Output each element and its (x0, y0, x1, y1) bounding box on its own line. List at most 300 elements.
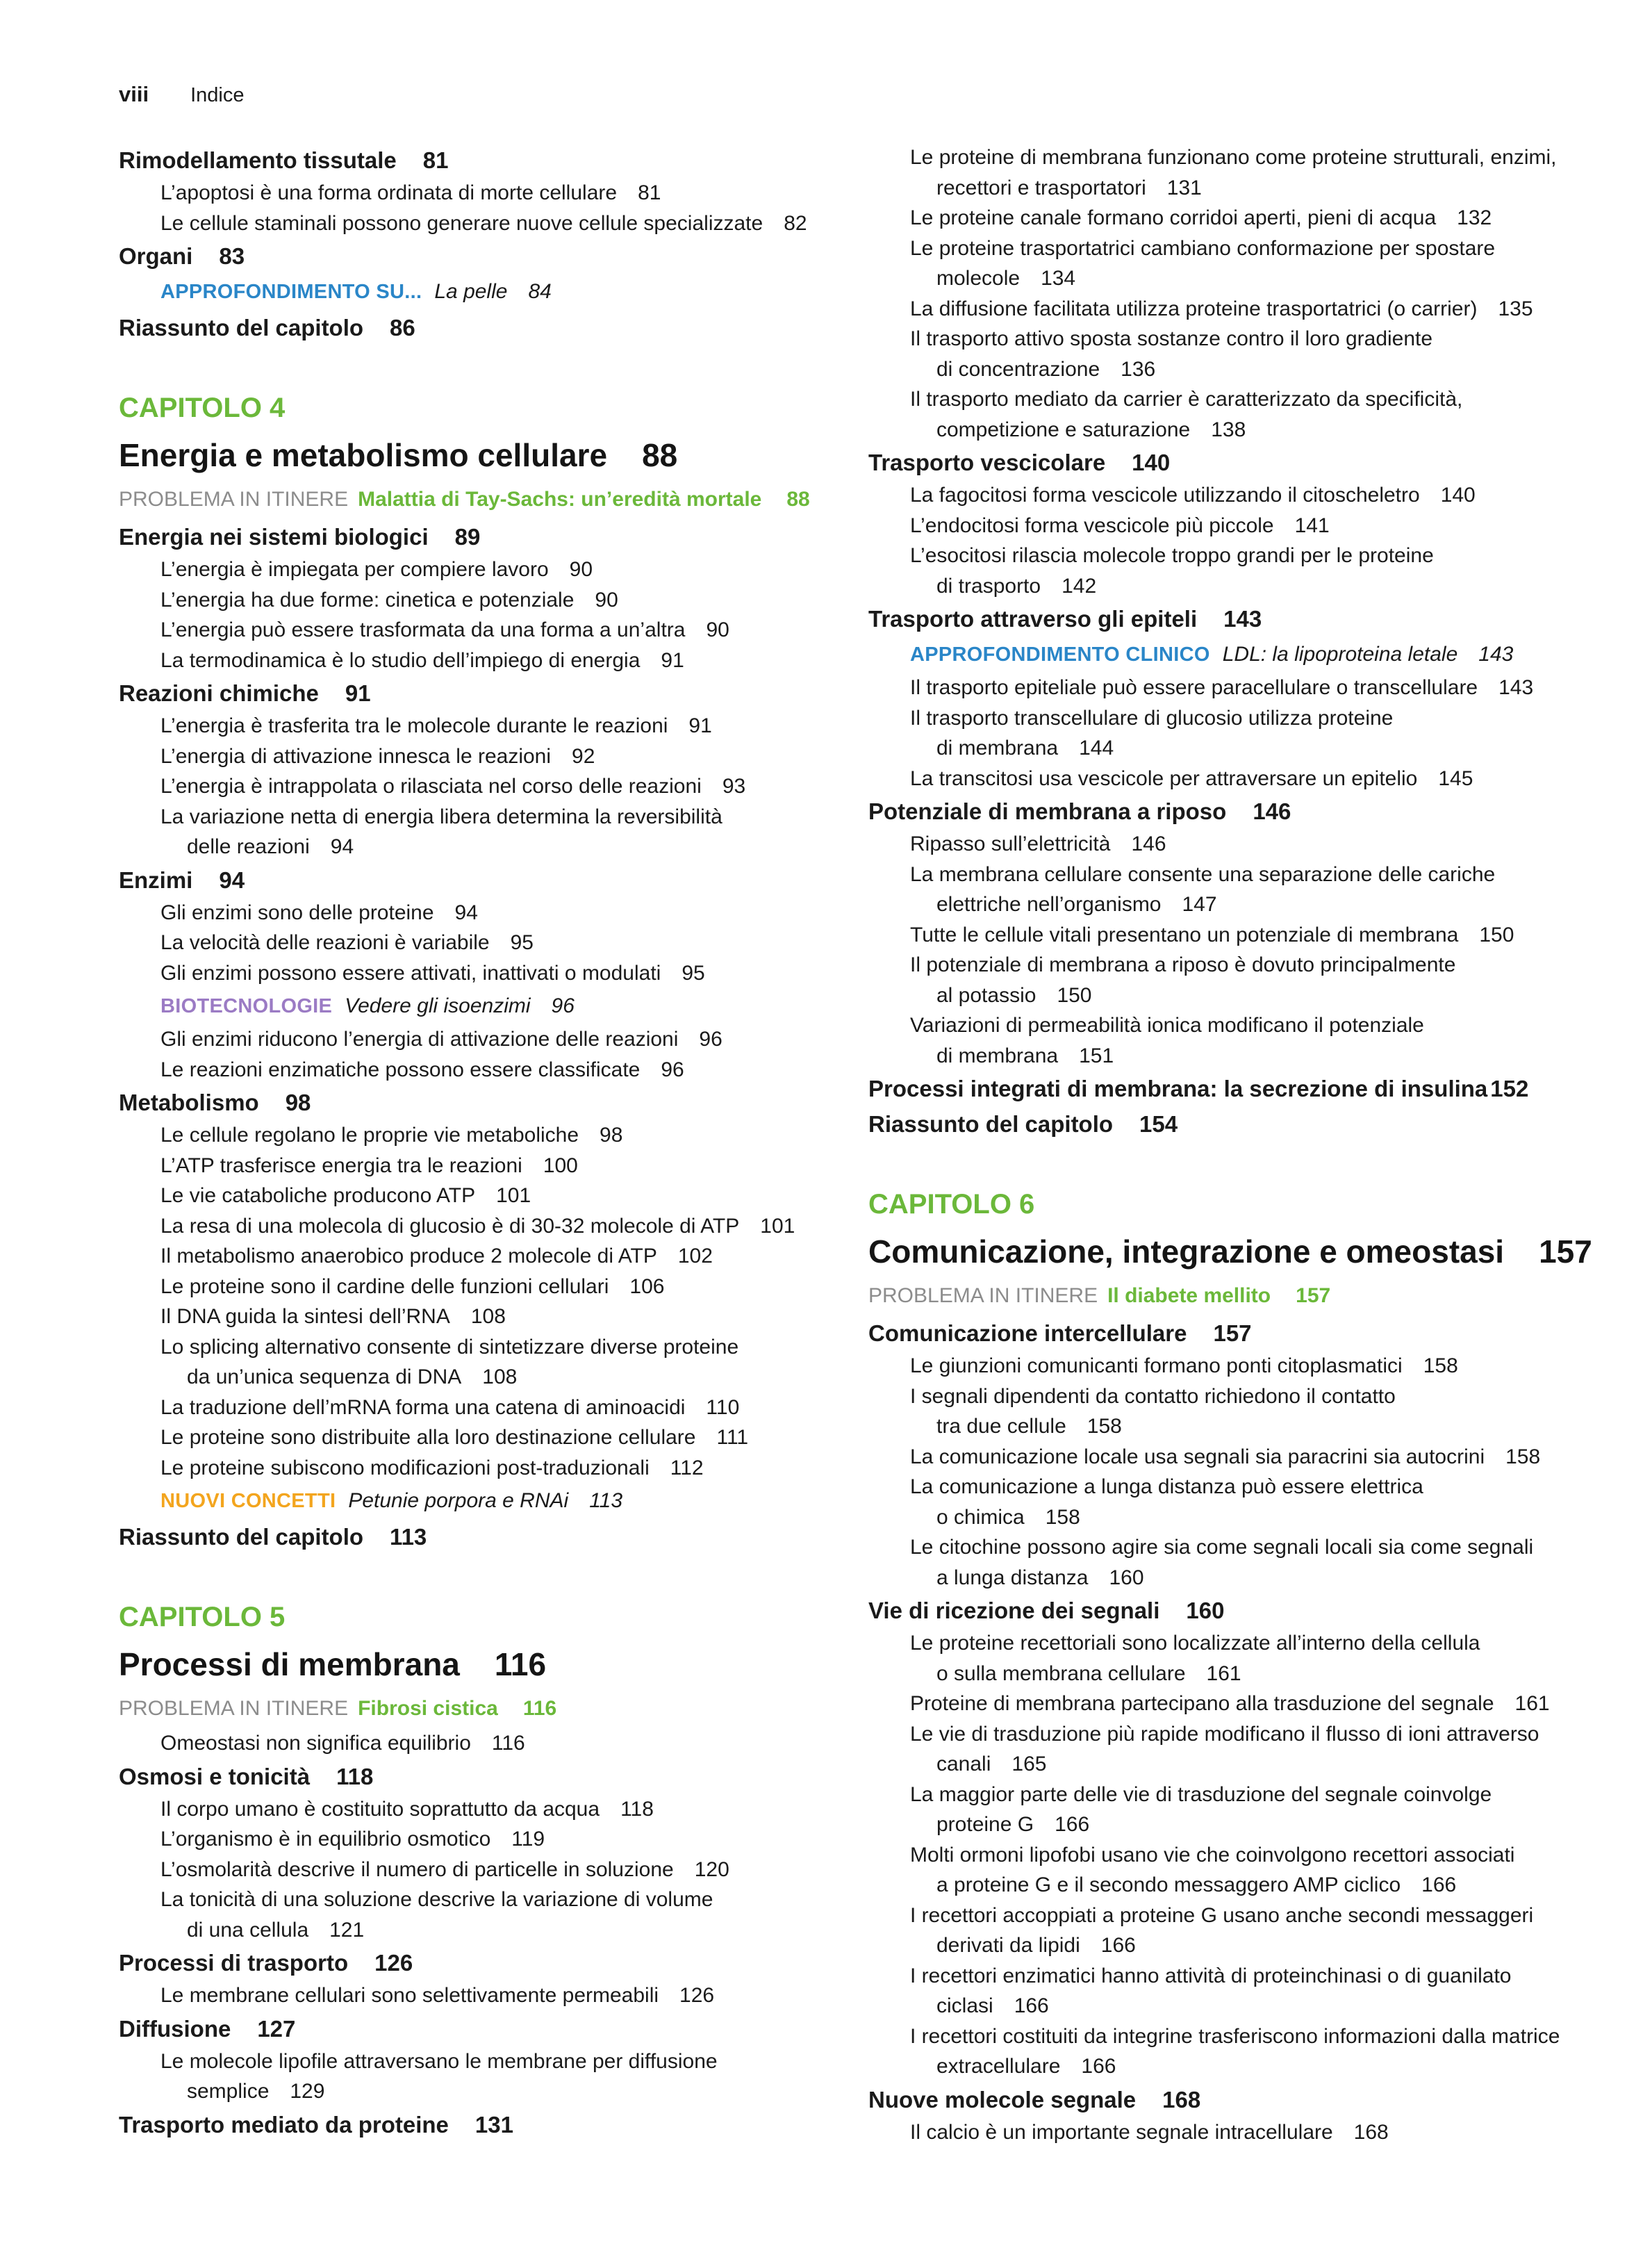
toc-subsection-entry (868, 203, 1619, 233)
running-problem-title: Fibrosi cistica (358, 1697, 498, 1720)
toc-subsection-entry (119, 711, 855, 741)
subsection-title: La resa di una molecola di glucosio è di 30-32 molecole di ATP (160, 1214, 740, 1238)
subsection-title: Le citochine possono agire sia come segnali locali sia come segnali (910, 1536, 1534, 1559)
subsection-title: Il potenziale di membrana a riposo è dovuto principalmente (910, 953, 1456, 976)
toc-subsection-entry (119, 208, 855, 239)
subsection-continuation (910, 1659, 1241, 1689)
toc-subsection-entry (119, 1151, 855, 1181)
toc-subsection-entry (119, 1794, 855, 1825)
subsection-title: Il DNA guida la sintesi dell’RNA (160, 1305, 450, 1328)
feature-box-entry (119, 1483, 855, 1519)
subsection-title: L’esocitosi rilascia molecole troppo grandi per le proteine (910, 544, 1434, 567)
feature-box-title: Vedere gli isoenzimi (345, 994, 531, 1017)
subsection-page-number: 94 (454, 901, 478, 924)
running-problem-title: Il diabete mellito (1107, 1284, 1271, 1307)
subsection-continuation (160, 832, 354, 862)
subsection-title: La termodinamica è lo studio dell’impiego di energia (160, 648, 641, 672)
subsection-title: Le proteine di membrana funzionano come proteine strutturali, enzimi, (910, 146, 1557, 169)
toc-subsection-entry (868, 860, 1619, 920)
subsection-continuation (910, 354, 1155, 385)
toc-subsection-entry (119, 1272, 855, 1302)
toc-subsection-entry (119, 1211, 855, 1242)
toc-subsection-entry (868, 1010, 1619, 1071)
toc-subsection-entry (119, 898, 855, 928)
section-spacer (119, 1554, 855, 1595)
toc-subsection-entry (868, 1381, 1619, 1442)
toc-subsection-entry (119, 928, 855, 958)
toc-subsection-entry (868, 142, 1619, 203)
subsection-title: Variazioni di permeabilità ionica modificano il potenziale (910, 1014, 1424, 1037)
feature-box-title: La pelle (434, 280, 508, 303)
subsection-continuation (160, 2076, 324, 2107)
running-problem-label: PROBLEMA IN ITINERE (868, 1284, 1098, 1307)
chapter-page-number: 116 (494, 1646, 547, 1682)
toc-section-entry (119, 519, 855, 555)
section-spacer (868, 1142, 1619, 1182)
subsection-continuation (910, 1810, 1089, 1840)
section-page-number: 113 (390, 1524, 427, 1550)
subsection-title: La comunicazione a lunga distanza può essere elettrica (910, 1475, 1423, 1498)
subsection-title: Proteine di membrana partecipano alla trasduzione del segnale (910, 1692, 1494, 1715)
subsection-page-number: 147 (1182, 893, 1217, 916)
subsection-continuation (910, 1930, 1136, 1961)
subsection-page-number: 132 (1457, 206, 1492, 229)
subsection-title: L’energia può essere trasformata da una forma a un’altra (160, 618, 686, 641)
subsection-page-number: 112 (670, 1456, 704, 1479)
toc-subsection-entry (868, 294, 1619, 325)
toc-subsection-entry (868, 1532, 1619, 1593)
subsection-page-number: 91 (688, 714, 712, 737)
subsection-title: I recettori accoppiati a proteine G usano anche secondi messaggeri (910, 1903, 1534, 1927)
toc-section-entry (868, 1106, 1619, 1142)
toc-subsection-entry (119, 1422, 855, 1453)
subsection-page-number: 166 (1421, 1873, 1457, 1896)
subsection-title: L’ATP trasferisce energia tra le reazioni (160, 1154, 522, 1177)
toc-section-entry (868, 1315, 1619, 1351)
toc-subsection-entry (119, 615, 855, 646)
toc-subsection-entry (119, 1024, 855, 1055)
subsection-continuation (910, 1041, 1114, 1072)
toc-subsection-entry (119, 1241, 855, 1272)
subsection-page-number: 151 (1079, 1044, 1114, 1067)
section-page-number: 160 (1186, 1598, 1225, 1623)
subsection-title-continued: recettori e trasportatori (936, 176, 1146, 199)
subsection-page-number: 158 (1423, 1354, 1458, 1377)
section-title: Diffusione (119, 2015, 231, 2042)
feature-box-label: BIOTECNOLOGIE (160, 995, 333, 1017)
subsection-page-number: 141 (1294, 514, 1330, 537)
toc-column-right (868, 142, 1619, 2147)
subsection-page-number: 168 (1353, 2120, 1389, 2144)
toc-section-entry (119, 2011, 855, 2046)
toc-section-entry (868, 1071, 1619, 1106)
toc-subsection-entry (868, 1689, 1619, 1719)
feature-box-page: 143 (1478, 643, 1514, 666)
chapter-title (119, 1639, 855, 1689)
subsection-continuation (910, 173, 1202, 204)
toc-section-entry (868, 601, 1619, 637)
toc-subsection-entry (119, 646, 855, 676)
toc-subsection-entry (868, 1719, 1619, 1780)
toc-section-entry (119, 1759, 855, 1794)
subsection-title-continued: semplice (187, 2080, 270, 2103)
feature-box-entry (119, 274, 855, 310)
subsection-page-number: 119 (511, 1828, 545, 1851)
toc-column-left (119, 142, 855, 2142)
toc-section-entry (119, 2107, 855, 2142)
subsection-title-continued: elettriche nell’organismo (936, 893, 1162, 916)
subsection-title: Gli enzimi sono delle proteine (160, 901, 434, 924)
subsection-page-number: 158 (1087, 1415, 1122, 1438)
subsection-title: Tutte le cellule vitali presentano un potenziale di membrana (910, 923, 1459, 946)
section-title: Energia nei sistemi biologici (119, 524, 429, 550)
subsection-title-continued: a proteine G e il secondo messaggero AMP ciclico (936, 1873, 1401, 1896)
section-page-number: 89 (454, 524, 481, 550)
feature-box-page: 84 (528, 280, 552, 303)
toc-subsection-entry (868, 829, 1619, 860)
subsection-title: Le reazioni enzimatiche possono essere classificate (160, 1058, 641, 1081)
toc-subsection-entry (868, 511, 1619, 541)
toc-subsection-entry (119, 1120, 855, 1151)
section-title: Comunicazione intercellulare (868, 1320, 1187, 1346)
subsection-page-number: 92 (572, 744, 595, 768)
toc-subsection-entry (119, 178, 855, 208)
section-title: Vie di ricezione dei segnali (868, 1598, 1160, 1623)
subsection-title: Le proteine sono il cardine delle funzioni cellulari (160, 1274, 609, 1298)
subsection-title: L’energia è impiegata per compiere lavoro (160, 558, 549, 581)
subsection-title: La membrana cellulare consente una separazione delle cariche (910, 862, 1496, 886)
subsection-page-number: 165 (1011, 1753, 1047, 1775)
subsection-title: Le membrane cellulari sono selettivamente permeabili (160, 1984, 659, 2007)
subsection-page-number: 145 (1438, 766, 1473, 790)
toc-subsection-entry (868, 541, 1619, 601)
subsection-page-number: 158 (1505, 1445, 1541, 1468)
subsection-title-continued: di una cellula (187, 1918, 309, 1942)
section-title: Potenziale di membrana a riposo (868, 798, 1227, 824)
running-problem (119, 1689, 855, 1728)
feature-box-entry (119, 988, 855, 1024)
toc-subsection-entry (119, 1453, 855, 1484)
subsection-page-number: 95 (510, 931, 534, 954)
subsection-title-continued: canali (936, 1753, 991, 1775)
section-page-number: 157 (1213, 1320, 1252, 1346)
subsection-page-number: 131 (1166, 176, 1202, 199)
section-title: Organi (119, 243, 193, 269)
subsection-title: La comunicazione locale usa segnali sia paracrini sia autocrini (910, 1445, 1485, 1468)
subsection-title: La fagocitosi forma vescicole utilizzando il citoscheletro (910, 484, 1420, 507)
subsection-page-number: 95 (682, 961, 705, 985)
section-page-number: 143 (1223, 606, 1262, 632)
subsection-page-number: 91 (661, 648, 684, 672)
subsection-title: Le cellule staminali possono generare nuove cellule specializzate (160, 211, 763, 235)
subsection-title: Le giunzioni comunicanti formano ponti citoplasmatici (910, 1354, 1403, 1377)
section-title: Nuove molecole segnale (868, 2086, 1137, 2112)
subsection-title: L’organismo è in equilibrio osmotico (160, 1828, 491, 1851)
section-title: Trasporto vescicolare (868, 450, 1106, 475)
toc-subsection-entry (868, 1780, 1619, 1840)
subsection-page-number: 118 (620, 1797, 654, 1821)
running-problem-label: PROBLEMA IN ITINERE (119, 488, 349, 511)
section-page-number: 81 (422, 147, 449, 173)
subsection-title: L’osmolarità descrive il numero di particelle in soluzione (160, 1857, 674, 1881)
subsection-continuation (910, 2051, 1116, 2082)
feature-box-page: 113 (589, 1489, 623, 1512)
subsection-title: La velocità delle reazioni è variabile (160, 931, 490, 954)
section-title: Riassunto del capitolo (868, 1111, 1114, 1137)
subsection-page-number: 90 (595, 588, 618, 612)
subsection-title: Il calcio è un importante segnale intracellulare (910, 2120, 1333, 2144)
toc-section-entry (868, 445, 1619, 480)
section-page-number: 86 (390, 315, 415, 341)
section-page-number: 127 (257, 2015, 296, 2042)
subsection-title: L’endocitosi forma vescicole più piccole (910, 514, 1274, 537)
chapter-title-text: Comunicazione, integrazione e omeostasi (868, 1233, 1505, 1270)
toc-subsection-entry (868, 384, 1619, 445)
feature-box-label: NUOVI CONCETTI (160, 1490, 336, 1512)
toc-subsection-entry (119, 1393, 855, 1423)
feature-box-label: APPROFONDIMENTO SU... (160, 281, 422, 303)
toc-subsection-entry (119, 555, 855, 585)
subsection-title-continued: competizione e saturazione (936, 418, 1191, 441)
subsection-title: Le proteine subiscono modificazioni post-traduzionali (160, 1456, 650, 1479)
section-title: Riassunto del capitolo (119, 1524, 364, 1550)
running-problem-page: 88 (786, 488, 810, 511)
toc-section-entry (119, 675, 855, 711)
section-page-number: 152 (1490, 1076, 1529, 1101)
toc-subsection-entry (119, 1980, 855, 2011)
subsection-title: Il trasporto mediato da carrier è caratterizzato da specificità, (910, 388, 1463, 411)
subsection-title: Gli enzimi possono essere attivati, inattivati o modulati (160, 961, 661, 985)
subsection-continuation (910, 1749, 1046, 1780)
toc-subsection-entry (868, 673, 1619, 703)
subsection-continuation (910, 1411, 1122, 1442)
subsection-title-continued: o sulla membrana cellulare (936, 1662, 1186, 1685)
section-title: Riassunto del capitolo (119, 315, 364, 341)
toc-section-entry (868, 2082, 1619, 2117)
subsection-title-continued: proteine G (936, 1813, 1034, 1836)
subsection-page-number: 102 (677, 1245, 713, 1267)
subsection-title: L’energia è intrappolata o rilasciata nel corso delle reazioni (160, 775, 702, 798)
page-number: viii (119, 82, 149, 106)
subsection-title: Il trasporto transcellulare di glucosio utilizza proteine (910, 706, 1394, 730)
subsection-page-number: 81 (638, 181, 661, 204)
toc-section-entry (119, 1085, 855, 1120)
subsection-title-continued: extracellulare (936, 2055, 1061, 2078)
page-title: Indice (190, 84, 245, 106)
feature-box-title: Petunie porpora e RNAi (348, 1489, 569, 1512)
subsection-continuation (160, 1362, 517, 1393)
page-header (119, 82, 244, 124)
toc-subsection-entry (868, 703, 1619, 764)
toc-subsection-entry (119, 1885, 855, 1945)
subsection-page-number: 126 (679, 1984, 715, 2007)
running-problem-page: 157 (1296, 1284, 1331, 1307)
subsection-page-number: 94 (330, 835, 354, 858)
subsection-title: Ripasso sull’elettricità (910, 832, 1111, 855)
section-page-number: 118 (336, 1763, 374, 1789)
subsection-title-continued: al potassio (936, 983, 1036, 1007)
toc-subsection-entry (868, 2117, 1619, 2148)
subsection-page-number: 146 (1131, 832, 1166, 855)
section-page-number: 140 (1132, 450, 1171, 475)
subsection-page-number: 108 (470, 1305, 506, 1328)
toc-subsection-entry (868, 764, 1619, 794)
subsection-page-number: 96 (661, 1058, 684, 1081)
subsection-page-number: 108 (482, 1365, 518, 1388)
toc-subsection-entry (119, 1332, 855, 1393)
subsection-continuation (910, 1870, 1456, 1901)
chapter-page-number: 157 (1539, 1233, 1592, 1270)
subsection-page-number: 161 (1206, 1662, 1241, 1685)
subsection-page-number: 166 (1100, 1934, 1136, 1957)
subsection-title: Le proteine recettoriali sono localizzate all’interno della cellula (910, 1632, 1480, 1655)
section-title: Rimodellamento tissutale (119, 147, 397, 173)
toc-section-entry (119, 1945, 855, 1980)
subsection-continuation (910, 571, 1096, 602)
section-title: Reazioni chimiche (119, 680, 319, 706)
subsection-title: La diffusione facilitata utilizza proteine trasportatrici (o carrier) (910, 297, 1478, 320)
subsection-title: Il trasporto attivo sposta sostanze contro il loro gradiente (910, 327, 1433, 350)
subsection-title: Le proteine canale formano corridoi aperti, pieni di acqua (910, 206, 1437, 229)
section-page-number: 168 (1162, 2086, 1201, 2112)
toc-section-entry (119, 1519, 855, 1554)
subsection-title: Le proteine sono distribuite alla loro destinazione cellulare (160, 1426, 696, 1449)
subsection-page-number: 166 (1055, 1813, 1090, 1836)
subsection-page-number: 116 (491, 1732, 525, 1755)
subsection-title: Le molecole lipofile attraversano le membrane per diffusione (160, 2049, 718, 2073)
toc-subsection-entry (868, 1901, 1619, 1961)
section-title: Processi di trasporto (119, 1950, 349, 1976)
subsection-continuation (910, 263, 1075, 294)
section-title: Trasporto attraverso gli epiteli (868, 606, 1198, 632)
subsection-page-number: 93 (722, 775, 746, 798)
toc-subsection-entry (119, 1824, 855, 1855)
toc-subsection-entry (119, 2046, 855, 2107)
chapter-page-number: 88 (642, 437, 678, 473)
toc-subsection-entry (119, 771, 855, 802)
section-page-number: 91 (345, 680, 371, 706)
subsection-page-number: 111 (716, 1426, 749, 1449)
toc-subsection-entry (868, 2021, 1619, 2082)
section-title: Metabolismo (119, 1090, 259, 1115)
subsection-page-number: 106 (629, 1274, 665, 1298)
section-page-number: 94 (219, 867, 245, 893)
subsection-page-number: 121 (329, 1918, 365, 1942)
running-problem (119, 480, 855, 519)
subsection-title: La variazione netta di energia libera determina la reversibilità (160, 805, 722, 828)
subsection-page-number: 110 (706, 1395, 740, 1419)
running-problem-title: Malattia di Tay-Sachs: un’eredità mortale (358, 488, 762, 511)
toc-subsection-entry (868, 1840, 1619, 1901)
toc-subsection-entry (868, 1442, 1619, 1472)
feature-box-page: 96 (551, 994, 575, 1017)
subsection-title-continued: di membrana (936, 737, 1059, 760)
subsection-page-number: 161 (1514, 1692, 1550, 1715)
section-title: Enzimi (119, 867, 193, 893)
subsection-page-number: 90 (706, 618, 729, 641)
section-page-number: 98 (285, 1090, 311, 1115)
subsection-page-number: 134 (1041, 267, 1076, 290)
chapter-title-text: Energia e metabolismo cellulare (119, 437, 608, 473)
subsection-title: L’energia di attivazione innesca le reazioni (160, 744, 552, 768)
subsection-page-number: 90 (569, 558, 593, 581)
subsection-page-number: 158 (1045, 1505, 1080, 1529)
subsection-title: Molti ormoni lipofobi usano vie che coinvolgono recettori associati (910, 1843, 1515, 1867)
toc-subsection-entry (119, 958, 855, 989)
subsection-title-continued: a lunga distanza (936, 1566, 1089, 1589)
subsection-title-continued: da un’unica sequenza di DNA (187, 1365, 462, 1388)
subsection-title-continued: o chimica (936, 1505, 1025, 1529)
toc-section-entry (119, 862, 855, 898)
subsection-title: Il trasporto epiteliale può essere paracellulare o transcellulare (910, 676, 1478, 699)
subsection-title: Le cellule regolano le proprie vie metaboliche (160, 1124, 579, 1147)
subsection-continuation (910, 1991, 1049, 2021)
toc-section-entry (868, 794, 1619, 829)
subsection-page-number: 142 (1062, 574, 1097, 598)
subsection-title: L’energia ha due forme: cinetica e potenziale (160, 588, 575, 612)
subsection-title: Il metabolismo anaerobico produce 2 molecole di ATP (160, 1245, 657, 1267)
section-page-number: 126 (374, 1950, 413, 1976)
running-problem (868, 1277, 1619, 1315)
running-problem-label: PROBLEMA IN ITINERE (119, 1697, 349, 1720)
toc-section-entry (119, 142, 855, 178)
subsection-page-number: 101 (760, 1214, 795, 1238)
subsection-page-number: 160 (1109, 1566, 1144, 1589)
subsection-title: L’energia è trasferita tra le molecole durante le reazioni (160, 714, 668, 737)
toc-subsection-entry (119, 1728, 855, 1759)
section-title: Processi integrati di membrana: la secrezione di insulina (868, 1076, 1488, 1101)
subsection-title-continued: molecole (936, 267, 1021, 290)
toc-subsection-entry (868, 920, 1619, 951)
subsection-page-number: 135 (1498, 297, 1533, 320)
subsection-title: Le vie di trasduzione più rapide modificano il flusso di ioni attraverso (910, 1722, 1539, 1746)
toc-subsection-entry (119, 1302, 855, 1332)
section-spacer (119, 345, 855, 386)
chapter-title-text: Processi di membrana (119, 1646, 460, 1682)
subsection-title: L’apoptosi è una forma ordinata di morte cellulare (160, 181, 618, 204)
subsection-page-number: 150 (1057, 983, 1092, 1007)
subsection-title: I segnali dipendenti da contatto richiedono il contatto (910, 1384, 1396, 1408)
chapter-label: CAPITOLO 4 (119, 393, 286, 423)
subsection-title-continued: di membrana (936, 1044, 1059, 1067)
toc-subsection-entry (119, 802, 855, 862)
feature-box-title: LDL: la lipoproteina letale (1222, 643, 1458, 666)
toc-subsection-entry (119, 1055, 855, 1085)
subsection-title: La transcitosi usa vescicole per attraversare un epitelio (910, 766, 1418, 790)
chapter-label: CAPITOLO 6 (868, 1189, 1035, 1220)
subsection-page-number: 136 (1121, 357, 1156, 381)
section-page-number: 131 (474, 2111, 513, 2138)
toc-subsection-entry (868, 1351, 1619, 1381)
chapter-label: CAPITOLO 5 (119, 1602, 286, 1632)
subsection-page-number: 138 (1211, 418, 1246, 441)
toc-subsection-entry (868, 480, 1619, 511)
subsection-page-number: 150 (1479, 923, 1514, 946)
subsection-page-number: 144 (1079, 737, 1114, 760)
toc-subsection-entry (119, 1855, 855, 1885)
subsection-title: I recettori costituiti da integrine trasferiscono informazioni dalla matrice (910, 2024, 1560, 2048)
subsection-page-number: 100 (543, 1154, 578, 1177)
toc-subsection-entry (119, 1181, 855, 1211)
subsection-title: Gli enzimi riducono l’energia di attivazione delle reazioni (160, 1028, 679, 1051)
subsection-page-number: 166 (1081, 2055, 1116, 2078)
subsection-continuation (910, 1502, 1080, 1533)
subsection-page-number: 101 (496, 1184, 531, 1207)
section-title: Trasporto mediato da proteine (119, 2111, 449, 2138)
subsection-title-continued: di trasporto (936, 574, 1041, 598)
subsection-page-number: 129 (290, 2080, 325, 2103)
subsection-title-continued: delle reazioni (187, 835, 310, 858)
